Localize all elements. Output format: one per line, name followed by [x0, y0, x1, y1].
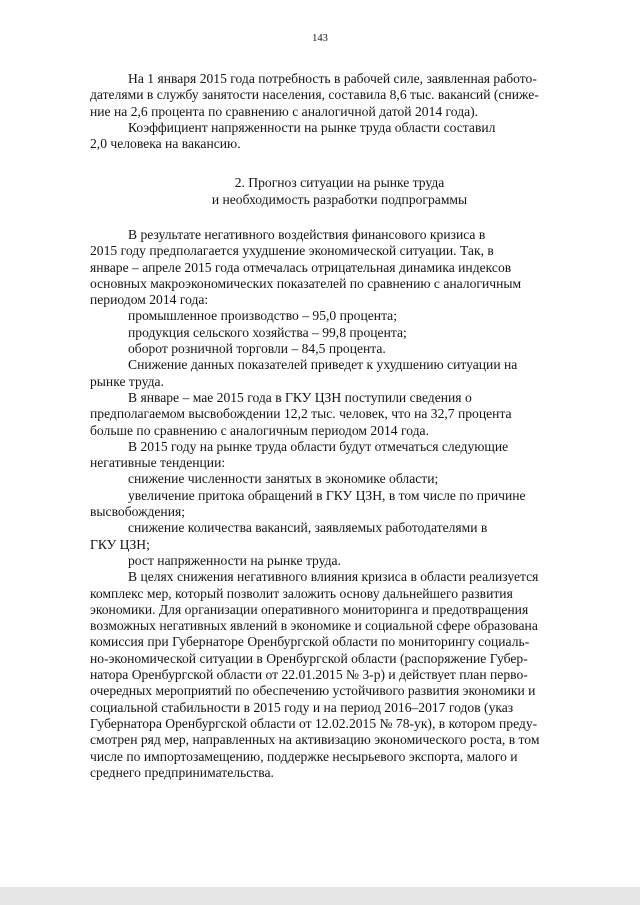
intro-paragraphs: [90, 71, 589, 152]
text-line: негативные тенденции:: [90, 455, 226, 471]
text-line: экономики. Для организации оперативного мониторинга и предотвращения: [90, 601, 529, 617]
text-line: ГКУ ЦЗН;: [90, 536, 150, 552]
text-line: дателями в службу занятости населения, составила 8,6 тыс. вакансий (сниже-: [90, 87, 539, 103]
text-line: смотрен ряд мер, направленных на активизацию экономического роста, в том: [90, 732, 540, 748]
text-line: очередных мероприятий по обеспечению устойчивого развития экономики и: [90, 683, 536, 699]
text-line: Губернатора Оренбургской области от 12.02.2015 № 78-ук), в котором преду-: [90, 715, 538, 731]
text-line: 2015 году предполагается ухудшение экономической ситуации. Так, в: [90, 243, 494, 259]
text-line: Коэффициент напряженности на рынке труда области составил: [128, 119, 496, 135]
text-line: 2,0 человека на вакансию.: [90, 136, 241, 152]
text-line: снижение количества вакансий, заявляемых работодателями в: [128, 520, 488, 536]
text-line: социальной стабильности в 2015 году и на период 2016–2017 годов (указ: [90, 699, 514, 715]
text-line: комиссия при Губернаторе Оренбургской области по мониторингу социаль-: [90, 634, 530, 650]
text-line: На 1 января 2015 года потребность в рабочей силе, заявленная работо-: [128, 71, 537, 86]
text-line: натора Оренбургской области от 22.01.2015 № 3-р) и действует план перво-: [90, 667, 528, 683]
text-line: В результате негативного воздействия финансового кризиса в: [128, 227, 486, 242]
section-heading-line-1: 2. Прогноз ситуации на рынке труда: [234, 175, 445, 190]
text-line: но-экономической ситуации в Оренбургской области (распоряжение Губер-: [90, 650, 528, 666]
text-line: периодом 2014 года:: [90, 292, 209, 308]
scan-bottom-edge: [0, 887, 640, 905]
text-line: ние на 2,6 процента по сравнению с аналогичной датой 2014 года).: [90, 103, 479, 119]
text-line: больше по сравнению с аналогичным периодом 2014 года.: [90, 422, 429, 438]
text-line: В целях снижения негативного влияния кризиса в области реализуется: [128, 569, 539, 585]
text-line: промышленное производство – 95,0 процента;: [128, 308, 397, 324]
text-line: основных макроэкономических показателей по сравнению с аналогичным: [90, 275, 522, 291]
text-line: оборот розничной торговли – 84,5 процента.: [128, 341, 386, 357]
body-paragraphs: [90, 227, 589, 781]
text-line: рост напряженности на рынке труда.: [128, 552, 341, 568]
section-heading: [90, 174, 589, 208]
text-line: среднего предпринимательства.: [90, 764, 274, 780]
text-line: комплекс мер, который позволит заложить основу дальнейшего развития: [90, 585, 513, 601]
section-heading-line-2: и необходимость разработки подпрограммы: [211, 192, 468, 207]
text-line: предполагаемом высвобождении 12,2 тыс. человек, что на 32,7 процента: [90, 406, 512, 422]
text-line: рынке труда.: [90, 373, 164, 389]
text-line: В январе – мае 2015 года в ГКУ ЦЗН поступили сведения о: [128, 389, 472, 405]
text-line: В 2015 году на рынке труда области будут отмечаться следующие: [128, 438, 509, 454]
text-line: возможных негативных явлений в экономике и социальной сфере образована: [90, 618, 538, 634]
text-line: увеличение притока обращений в ГКУ ЦЗН, в том числе по причине: [128, 487, 526, 503]
text-line: числе по импортозамещению, поддержке несырьевого экспорта, малого и: [90, 748, 518, 764]
page-number: 143: [312, 33, 328, 44]
text-line: январе – апреле 2015 года отмечалась отрицательная динамика индексов: [90, 259, 512, 275]
text-line: высвобождения;: [90, 504, 186, 520]
text-line: Снижение данных показателей приведет к ухудшению ситуации на: [128, 357, 518, 373]
text-line: снижение численности занятых в экономике области;: [128, 471, 439, 487]
text-line: продукция сельского хозяйства – 99,8 процента;: [128, 324, 407, 340]
